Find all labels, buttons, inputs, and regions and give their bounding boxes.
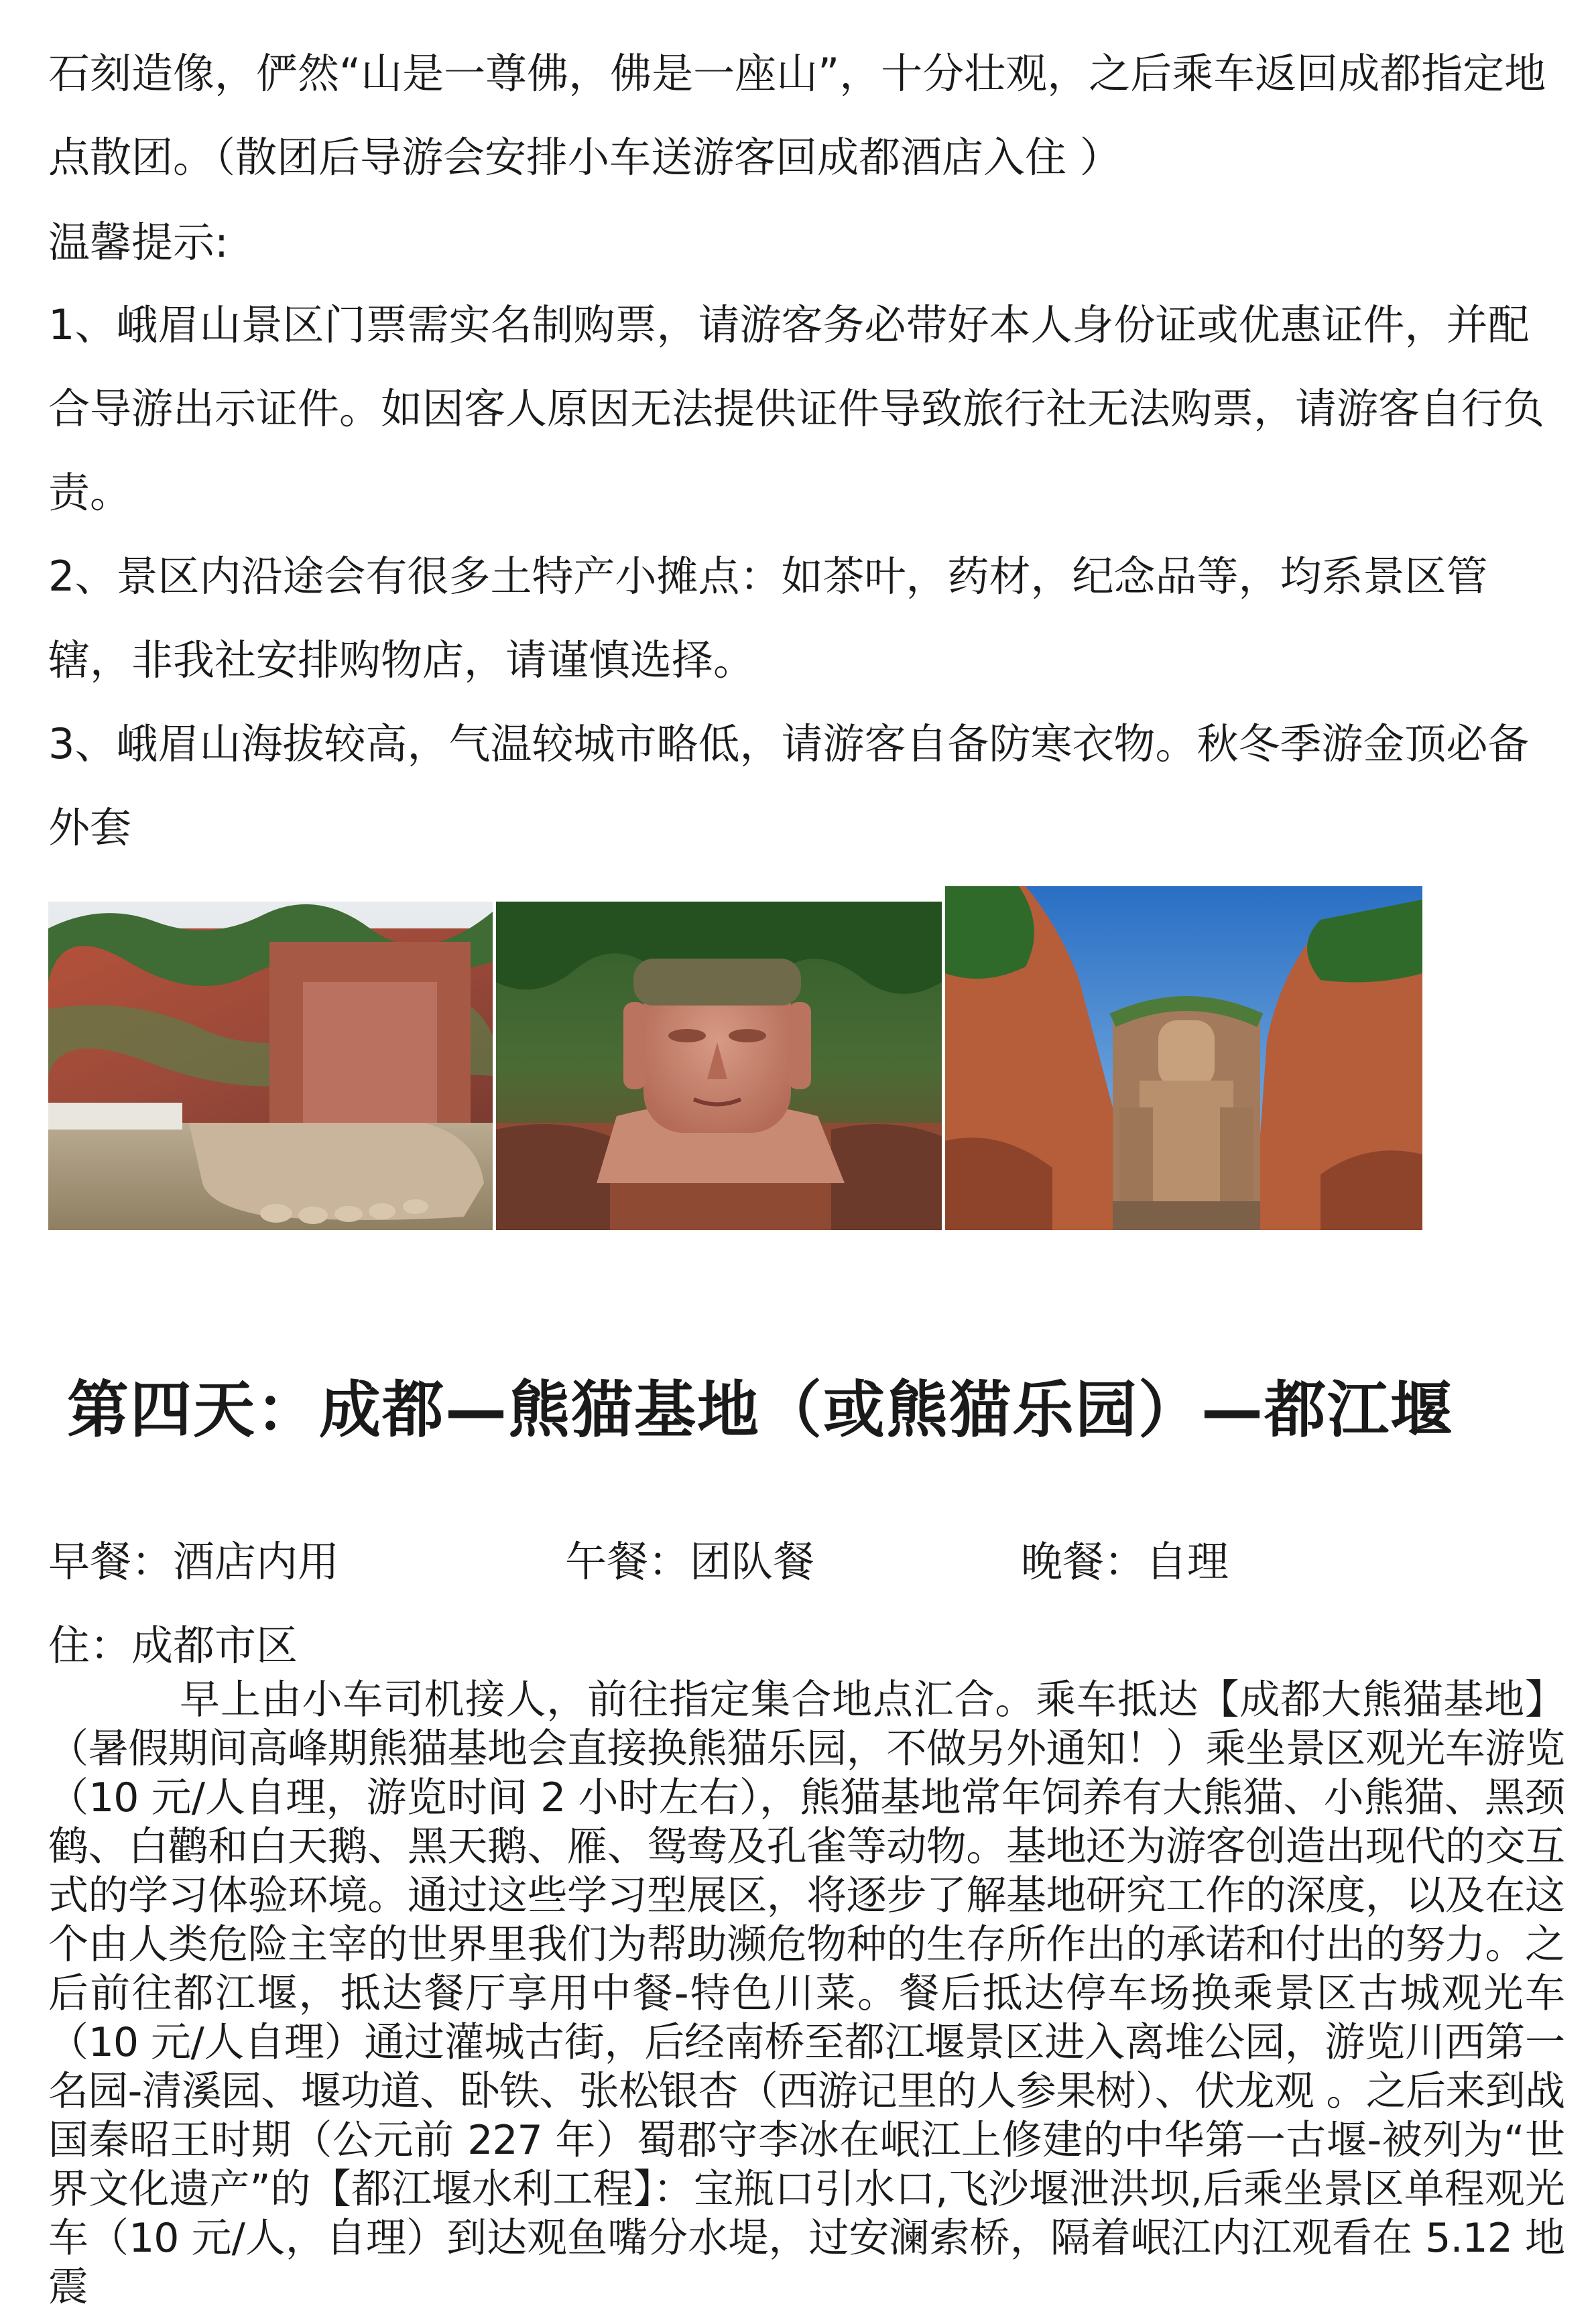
intro-paragraph: 石刻造像，俨然“山是一尊佛，佛是一座山”，十分壮观，之后乘车返回成都指定地点散团。（散团后导游会安排小车送游客回成都酒店入住 ） — [48, 49, 1546, 182]
dinner-info: 晚餐：自理 — [1021, 1537, 1229, 1586]
tip-item-3: 3、峨眉山海拔较高，气温较城市略低，请游客自备防寒衣物。秋冬季游金顶必备外套 — [48, 719, 1530, 852]
tip-item-1: 1、峨眉山景区门票需实名制购票，请游客务必带好本人身份证或优惠证件，并配合导游出示证件。如因客人原因无法提供证件导致旅行社无法购票，请游客自行负责。 — [48, 300, 1545, 517]
lunch-info: 午餐：团队餐 — [565, 1537, 815, 1586]
tip-item-2: 2、景区内沿途会有很多土特产小摊点：如茶叶，药材，纪念品等，均系景区管辖，非我社安排购物店，请谨慎选择。 — [48, 552, 1488, 684]
stay-info: 住：成都市区 — [48, 1621, 298, 1670]
day4-description: 早上由小车司机接人，前往指定集合地点汇合。乘车抵达【成都大熊猫基地】（暑假期间高峰期熊猫基地会直接换熊猫乐园，不做另外通知！）乘坐景区观光车游览（10 元/人自理，游览时间 2 小时左右），熊猫基地常年饲养有大熊猫、小熊猫、黑颈鹤、白鹳和白天鹅、黑天鹅、雁、鸳鸯及孔雀等动物。基地还为游客创造出现代的交互式的学习体验环境。通过这些学习型展区，将逐步了解基地研究工作的深度，以及在这个由人类危险主宰的世界里我们为帮助濒危物种的生存所作出的承诺和付出的努力。之后前往都江堰，抵达餐厅享用中餐-特色川菜。餐后抵达停车场换乘景区古城观光车（10 元/人自理）通过灌城古街，后经南桥至都江堰景区进入离堆公园，游览川西第一名园-清溪园、堰功道、卧铁、张松银杏（西游记里的人参果树）、伏龙观 。之后来到战国秦昭王时期（公元前 227 年）蜀郡守李冰在岷江上修建的中华第一古堰-被列为“世界文化遗产”的【都江堰水利工程】：宝瓶口引水口,飞沙堰泄洪坝,后乘坐景区单程观光车（10 元/人，自理）到达观鱼嘴分水堤，过安澜索桥，隔着岷江内江观看在 5.12 地震 — [48, 1677, 1564, 2311]
breakfast-info: 早餐：酒店内用 — [48, 1537, 340, 1586]
buddha-full-view-photo — [945, 886, 1422, 1230]
buddha-feet-photo — [48, 902, 493, 1230]
day4-heading: 第四天：成都—熊猫基地（或熊猫乐园）—都江堰 — [67, 1374, 1454, 1446]
buddha-head-photo — [496, 902, 942, 1230]
tips-title: 温馨提示: — [48, 218, 229, 267]
